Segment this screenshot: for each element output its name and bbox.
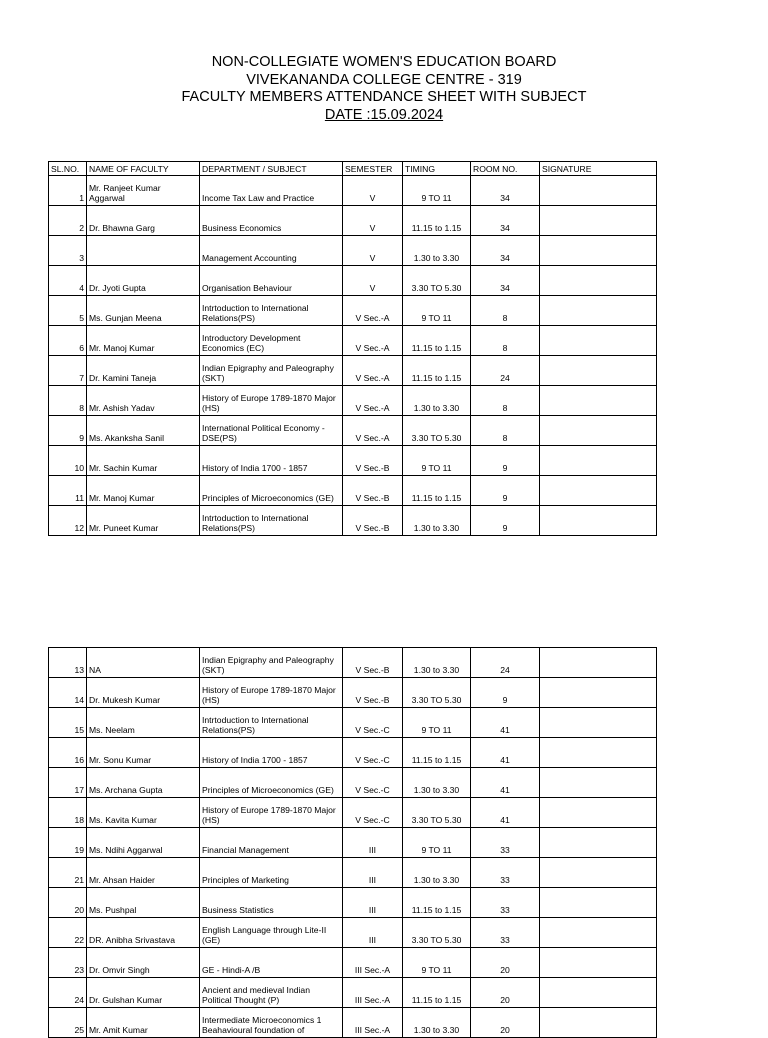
row-faculty-name: Ms. Neelam xyxy=(87,708,200,738)
row-subject: History of Europe 1789-1870 Major (HS) xyxy=(200,798,343,828)
row-signature-cell xyxy=(540,708,657,738)
row-timing: 11.15 to 1.15 xyxy=(403,476,471,506)
sheet-title: FACULTY MEMBERS ATTENDANCE SHEET WITH SUBJECT xyxy=(181,89,587,105)
row-signature-cell xyxy=(540,918,657,948)
row-timing: 9 TO 11 xyxy=(403,446,471,476)
row-semester: V Sec.-A xyxy=(343,356,403,386)
row-signature-cell xyxy=(540,296,657,326)
row-semester: V Sec.-C xyxy=(343,768,403,798)
row-slno: 23 xyxy=(49,948,87,978)
row-signature-cell xyxy=(540,176,657,206)
row-semester: V xyxy=(343,176,403,206)
row-timing: 9 TO 11 xyxy=(403,828,471,858)
row-room: 8 xyxy=(471,386,540,416)
row-timing: 3.30 TO 5.30 xyxy=(403,798,471,828)
row-slno: 7 xyxy=(49,356,87,386)
row-room: 33 xyxy=(471,828,540,858)
table-row xyxy=(49,416,657,446)
row-semester: V Sec.-B xyxy=(343,446,403,476)
row-semester: III xyxy=(343,858,403,888)
row-slno: 24 xyxy=(49,978,87,1008)
row-faculty-name: NA xyxy=(87,648,200,678)
row-timing: 3.30 TO 5.30 xyxy=(403,416,471,446)
attendance-table-1 xyxy=(48,161,657,536)
row-room: 9 xyxy=(471,446,540,476)
row-faculty-name: Mr. Ranjeet Kumar Aggarwal xyxy=(87,176,200,206)
table-row xyxy=(49,888,657,918)
row-subject: Intrtoduction to International Relations(PS) xyxy=(200,296,343,326)
row-room: 24 xyxy=(471,648,540,678)
row-subject: Indian Epigraphy and Paleography (SKT) xyxy=(200,356,343,386)
row-signature-cell xyxy=(540,356,657,386)
row-subject: Principles of Marketing xyxy=(200,858,343,888)
row-room: 41 xyxy=(471,738,540,768)
row-room: 20 xyxy=(471,948,540,978)
row-slno: 5 xyxy=(49,296,87,326)
row-semester: V Sec.-B xyxy=(343,678,403,708)
row-subject: History of India 1700 - 1857 xyxy=(200,446,343,476)
col-header-subject: DEPARTMENT / SUBJECT xyxy=(200,162,343,176)
row-faculty-name: Dr. Kamini Taneja xyxy=(87,356,200,386)
row-faculty-name: Ms. Kavita Kumar xyxy=(87,798,200,828)
row-signature-cell xyxy=(540,948,657,978)
row-signature-cell xyxy=(540,1008,657,1038)
row-timing: 9 TO 11 xyxy=(403,708,471,738)
table-row xyxy=(49,176,657,206)
row-slno: 3 xyxy=(49,236,87,266)
row-subject: Principles of Microeconomics (GE) xyxy=(200,768,343,798)
row-room: 41 xyxy=(471,708,540,738)
row-signature-cell xyxy=(540,738,657,768)
row-timing: 9 TO 11 xyxy=(403,296,471,326)
row-faculty-name: Dr. Bhawna Garg xyxy=(87,206,200,236)
row-signature-cell xyxy=(540,236,657,266)
row-slno: 18 xyxy=(49,798,87,828)
row-subject: Indian Epigraphy and Paleography (SKT) xyxy=(200,648,343,678)
row-signature-cell xyxy=(540,266,657,296)
row-subject: History of Europe 1789-1870 Major (HS) xyxy=(200,386,343,416)
row-slno: 12 xyxy=(49,506,87,536)
col-header-room: ROOM NO. xyxy=(471,162,540,176)
row-signature-cell xyxy=(540,678,657,708)
table-row xyxy=(49,266,657,296)
row-timing: 1.30 to 3.30 xyxy=(403,506,471,536)
row-timing: 1.30 to 3.30 xyxy=(403,648,471,678)
row-faculty-name: Ms. Gunjan Meena xyxy=(87,296,200,326)
row-room: 34 xyxy=(471,266,540,296)
row-subject: Intermediate Microeconomics 1 Beahavioural foundation of xyxy=(200,1008,343,1038)
row-subject: Business Statistics xyxy=(200,888,343,918)
table-row xyxy=(49,236,657,266)
row-timing: 9 TO 11 xyxy=(403,948,471,978)
row-room: 20 xyxy=(471,978,540,1008)
row-faculty-name: Ms. Pushpal xyxy=(87,888,200,918)
table-row xyxy=(49,858,657,888)
row-signature-cell xyxy=(540,446,657,476)
row-faculty-name: Dr. Omvir Singh xyxy=(87,948,200,978)
row-slno: 13 xyxy=(49,648,87,678)
row-slno: 8 xyxy=(49,386,87,416)
table-row xyxy=(49,506,657,536)
row-faculty-name: Ms. Ndihi Aggarwal xyxy=(87,828,200,858)
row-slno: 6 xyxy=(49,326,87,356)
table-row xyxy=(49,738,657,768)
row-slno: 17 xyxy=(49,768,87,798)
row-signature-cell xyxy=(540,768,657,798)
table-row xyxy=(49,1008,657,1038)
row-slno: 1 xyxy=(49,176,87,206)
row-room: 8 xyxy=(471,326,540,356)
row-room: 20 xyxy=(471,1008,540,1038)
row-signature-cell xyxy=(540,828,657,858)
row-subject: International Political Economy - DSE(PS) xyxy=(200,416,343,446)
row-timing: 1.30 to 3.30 xyxy=(403,1008,471,1038)
row-timing: 11.15 to 1.15 xyxy=(403,888,471,918)
row-slno: 11 xyxy=(49,476,87,506)
row-semester: V Sec.-B xyxy=(343,476,403,506)
row-timing: 3.30 TO 5.30 xyxy=(403,678,471,708)
row-semester: V Sec.-B xyxy=(343,648,403,678)
row-room: 41 xyxy=(471,798,540,828)
row-signature-cell xyxy=(540,416,657,446)
row-timing: 1.30 to 3.30 xyxy=(403,386,471,416)
table-row xyxy=(49,708,657,738)
row-faculty-name: Mr. Ahsan Haider xyxy=(87,858,200,888)
row-timing: 9 TO 11 xyxy=(403,176,471,206)
row-subject: Introductory Development Economics (EC) xyxy=(200,326,343,356)
row-faculty-name: DR. Anibha Srivastava xyxy=(87,918,200,948)
row-faculty-name: Mr. Ashish Yadav xyxy=(87,386,200,416)
row-semester: V Sec.-C xyxy=(343,738,403,768)
row-faculty-name: Mr. Manoj Kumar xyxy=(87,476,200,506)
row-signature-cell xyxy=(540,798,657,828)
row-slno: 20 xyxy=(49,888,87,918)
row-signature-cell xyxy=(540,858,657,888)
row-room: 34 xyxy=(471,176,540,206)
attendance-table-2 xyxy=(48,647,657,1038)
row-subject: Intrtoduction to International Relations(PS) xyxy=(200,708,343,738)
row-signature-cell xyxy=(540,386,657,416)
row-signature-cell xyxy=(540,326,657,356)
table-row xyxy=(49,798,657,828)
row-room: 33 xyxy=(471,888,540,918)
row-semester: V Sec.-A xyxy=(343,326,403,356)
row-semester: III xyxy=(343,918,403,948)
row-faculty-name xyxy=(87,236,200,266)
row-faculty-name: Mr. Puneet Kumar xyxy=(87,506,200,536)
table-row xyxy=(49,918,657,948)
row-semester: V xyxy=(343,266,403,296)
table-row xyxy=(49,296,657,326)
row-room: 34 xyxy=(471,236,540,266)
table-row xyxy=(49,326,657,356)
row-semester: V xyxy=(343,206,403,236)
row-subject: GE - Hindi-A /B xyxy=(200,948,343,978)
row-slno: 9 xyxy=(49,416,87,446)
row-slno: 2 xyxy=(49,206,87,236)
row-faculty-name: Mr. Amit Kumar xyxy=(87,1008,200,1038)
row-semester: III Sec.-A xyxy=(343,1008,403,1038)
table-row xyxy=(49,828,657,858)
table-row xyxy=(49,476,657,506)
table-row xyxy=(49,356,657,386)
row-faculty-name: Mr. Manoj Kumar xyxy=(87,326,200,356)
row-room: 33 xyxy=(471,918,540,948)
row-timing: 11.15 to 1.15 xyxy=(403,738,471,768)
col-header-name: NAME OF FACULTY xyxy=(87,162,200,176)
table-row xyxy=(49,648,657,678)
row-subject: Ancient and medieval Indian Political Thought (P) xyxy=(200,978,343,1008)
row-slno: 15 xyxy=(49,708,87,738)
row-semester: V Sec.-C xyxy=(343,708,403,738)
row-subject: English Language through Lite-II (GE) xyxy=(200,918,343,948)
row-timing: 11.15 to 1.15 xyxy=(403,326,471,356)
row-timing: 1.30 to 3.30 xyxy=(403,768,471,798)
row-faculty-name: Dr. Jyoti Gupta xyxy=(87,266,200,296)
table-row xyxy=(49,206,657,236)
document-header xyxy=(0,54,768,124)
row-room: 8 xyxy=(471,296,540,326)
row-subject: Management Accounting xyxy=(200,236,343,266)
row-signature-cell xyxy=(540,206,657,236)
row-room: 8 xyxy=(471,416,540,446)
table-header-row xyxy=(49,162,657,176)
row-slno: 25 xyxy=(49,1008,87,1038)
table-row xyxy=(49,446,657,476)
row-room: 9 xyxy=(471,678,540,708)
table-row xyxy=(49,948,657,978)
row-room: 9 xyxy=(471,476,540,506)
row-subject: Principles of Microeconomics (GE) xyxy=(200,476,343,506)
board-title: NON-COLLEGIATE WOMEN'S EDUCATION BOARD xyxy=(211,54,557,70)
row-faculty-name: Dr. Gulshan Kumar xyxy=(87,978,200,1008)
row-timing: 3.30 TO 5.30 xyxy=(403,266,471,296)
row-room: 9 xyxy=(471,506,540,536)
col-header-signature: SIGNATURE xyxy=(540,162,657,176)
table-row xyxy=(49,768,657,798)
row-room: 24 xyxy=(471,356,540,386)
row-subject: History of Europe 1789-1870 Major (HS) xyxy=(200,678,343,708)
row-timing: 11.15 to 1.15 xyxy=(403,978,471,1008)
row-room: 41 xyxy=(471,768,540,798)
row-timing: 1.30 to 3.30 xyxy=(403,236,471,266)
row-semester: III xyxy=(343,828,403,858)
row-semester: III xyxy=(343,888,403,918)
row-subject: Organisation Behaviour xyxy=(200,266,343,296)
row-faculty-name: Ms. Akanksha Sanil xyxy=(87,416,200,446)
row-slno: 19 xyxy=(49,828,87,858)
row-slno: 22 xyxy=(49,918,87,948)
row-semester: V Sec.-A xyxy=(343,386,403,416)
row-faculty-name: Ms. Archana Gupta xyxy=(87,768,200,798)
row-subject: Financial Management xyxy=(200,828,343,858)
row-signature-cell xyxy=(540,978,657,1008)
row-timing: 1.30 to 3.30 xyxy=(403,858,471,888)
row-slno: 21 xyxy=(49,858,87,888)
row-subject: Intrtoduction to International Relations(PS) xyxy=(200,506,343,536)
row-faculty-name: Dr. Mukesh Kumar xyxy=(87,678,200,708)
row-timing: 3.30 TO 5.30 xyxy=(403,918,471,948)
row-semester: III Sec.-A xyxy=(343,948,403,978)
row-timing: 11.15 to 1.15 xyxy=(403,206,471,236)
row-semester: III Sec.-A xyxy=(343,978,403,1008)
col-header-slno: SL.NO. xyxy=(49,162,87,176)
row-faculty-name: Mr. Sachin Kumar xyxy=(87,446,200,476)
table-row xyxy=(49,678,657,708)
row-room: 34 xyxy=(471,206,540,236)
row-faculty-name: Mr. Sonu Kumar xyxy=(87,738,200,768)
row-subject: Business Economics xyxy=(200,206,343,236)
row-signature-cell xyxy=(540,888,657,918)
row-slno: 4 xyxy=(49,266,87,296)
row-subject: Income Tax Law and Practice xyxy=(200,176,343,206)
row-semester: V Sec.-A xyxy=(343,296,403,326)
table-row xyxy=(49,978,657,1008)
col-header-semester: SEMESTER xyxy=(343,162,403,176)
row-semester: V xyxy=(343,236,403,266)
row-slno: 10 xyxy=(49,446,87,476)
college-centre: VIVEKANANDA COLLEGE CENTRE - 319 xyxy=(246,71,522,88)
row-slno: 14 xyxy=(49,678,87,708)
row-slno: 16 xyxy=(49,738,87,768)
col-header-timing: TIMING xyxy=(403,162,471,176)
row-semester: V Sec.-C xyxy=(343,798,403,828)
row-semester: V Sec.-B xyxy=(343,506,403,536)
row-signature-cell xyxy=(540,476,657,506)
table-row xyxy=(49,386,657,416)
row-semester: V Sec.-A xyxy=(343,416,403,446)
row-signature-cell xyxy=(540,648,657,678)
row-room: 33 xyxy=(471,858,540,888)
row-signature-cell xyxy=(540,506,657,536)
row-subject: History of India 1700 - 1857 xyxy=(200,738,343,768)
row-timing: 11.15 to 1.15 xyxy=(403,356,471,386)
sheet-date: DATE :15.09.2024 xyxy=(324,106,444,123)
